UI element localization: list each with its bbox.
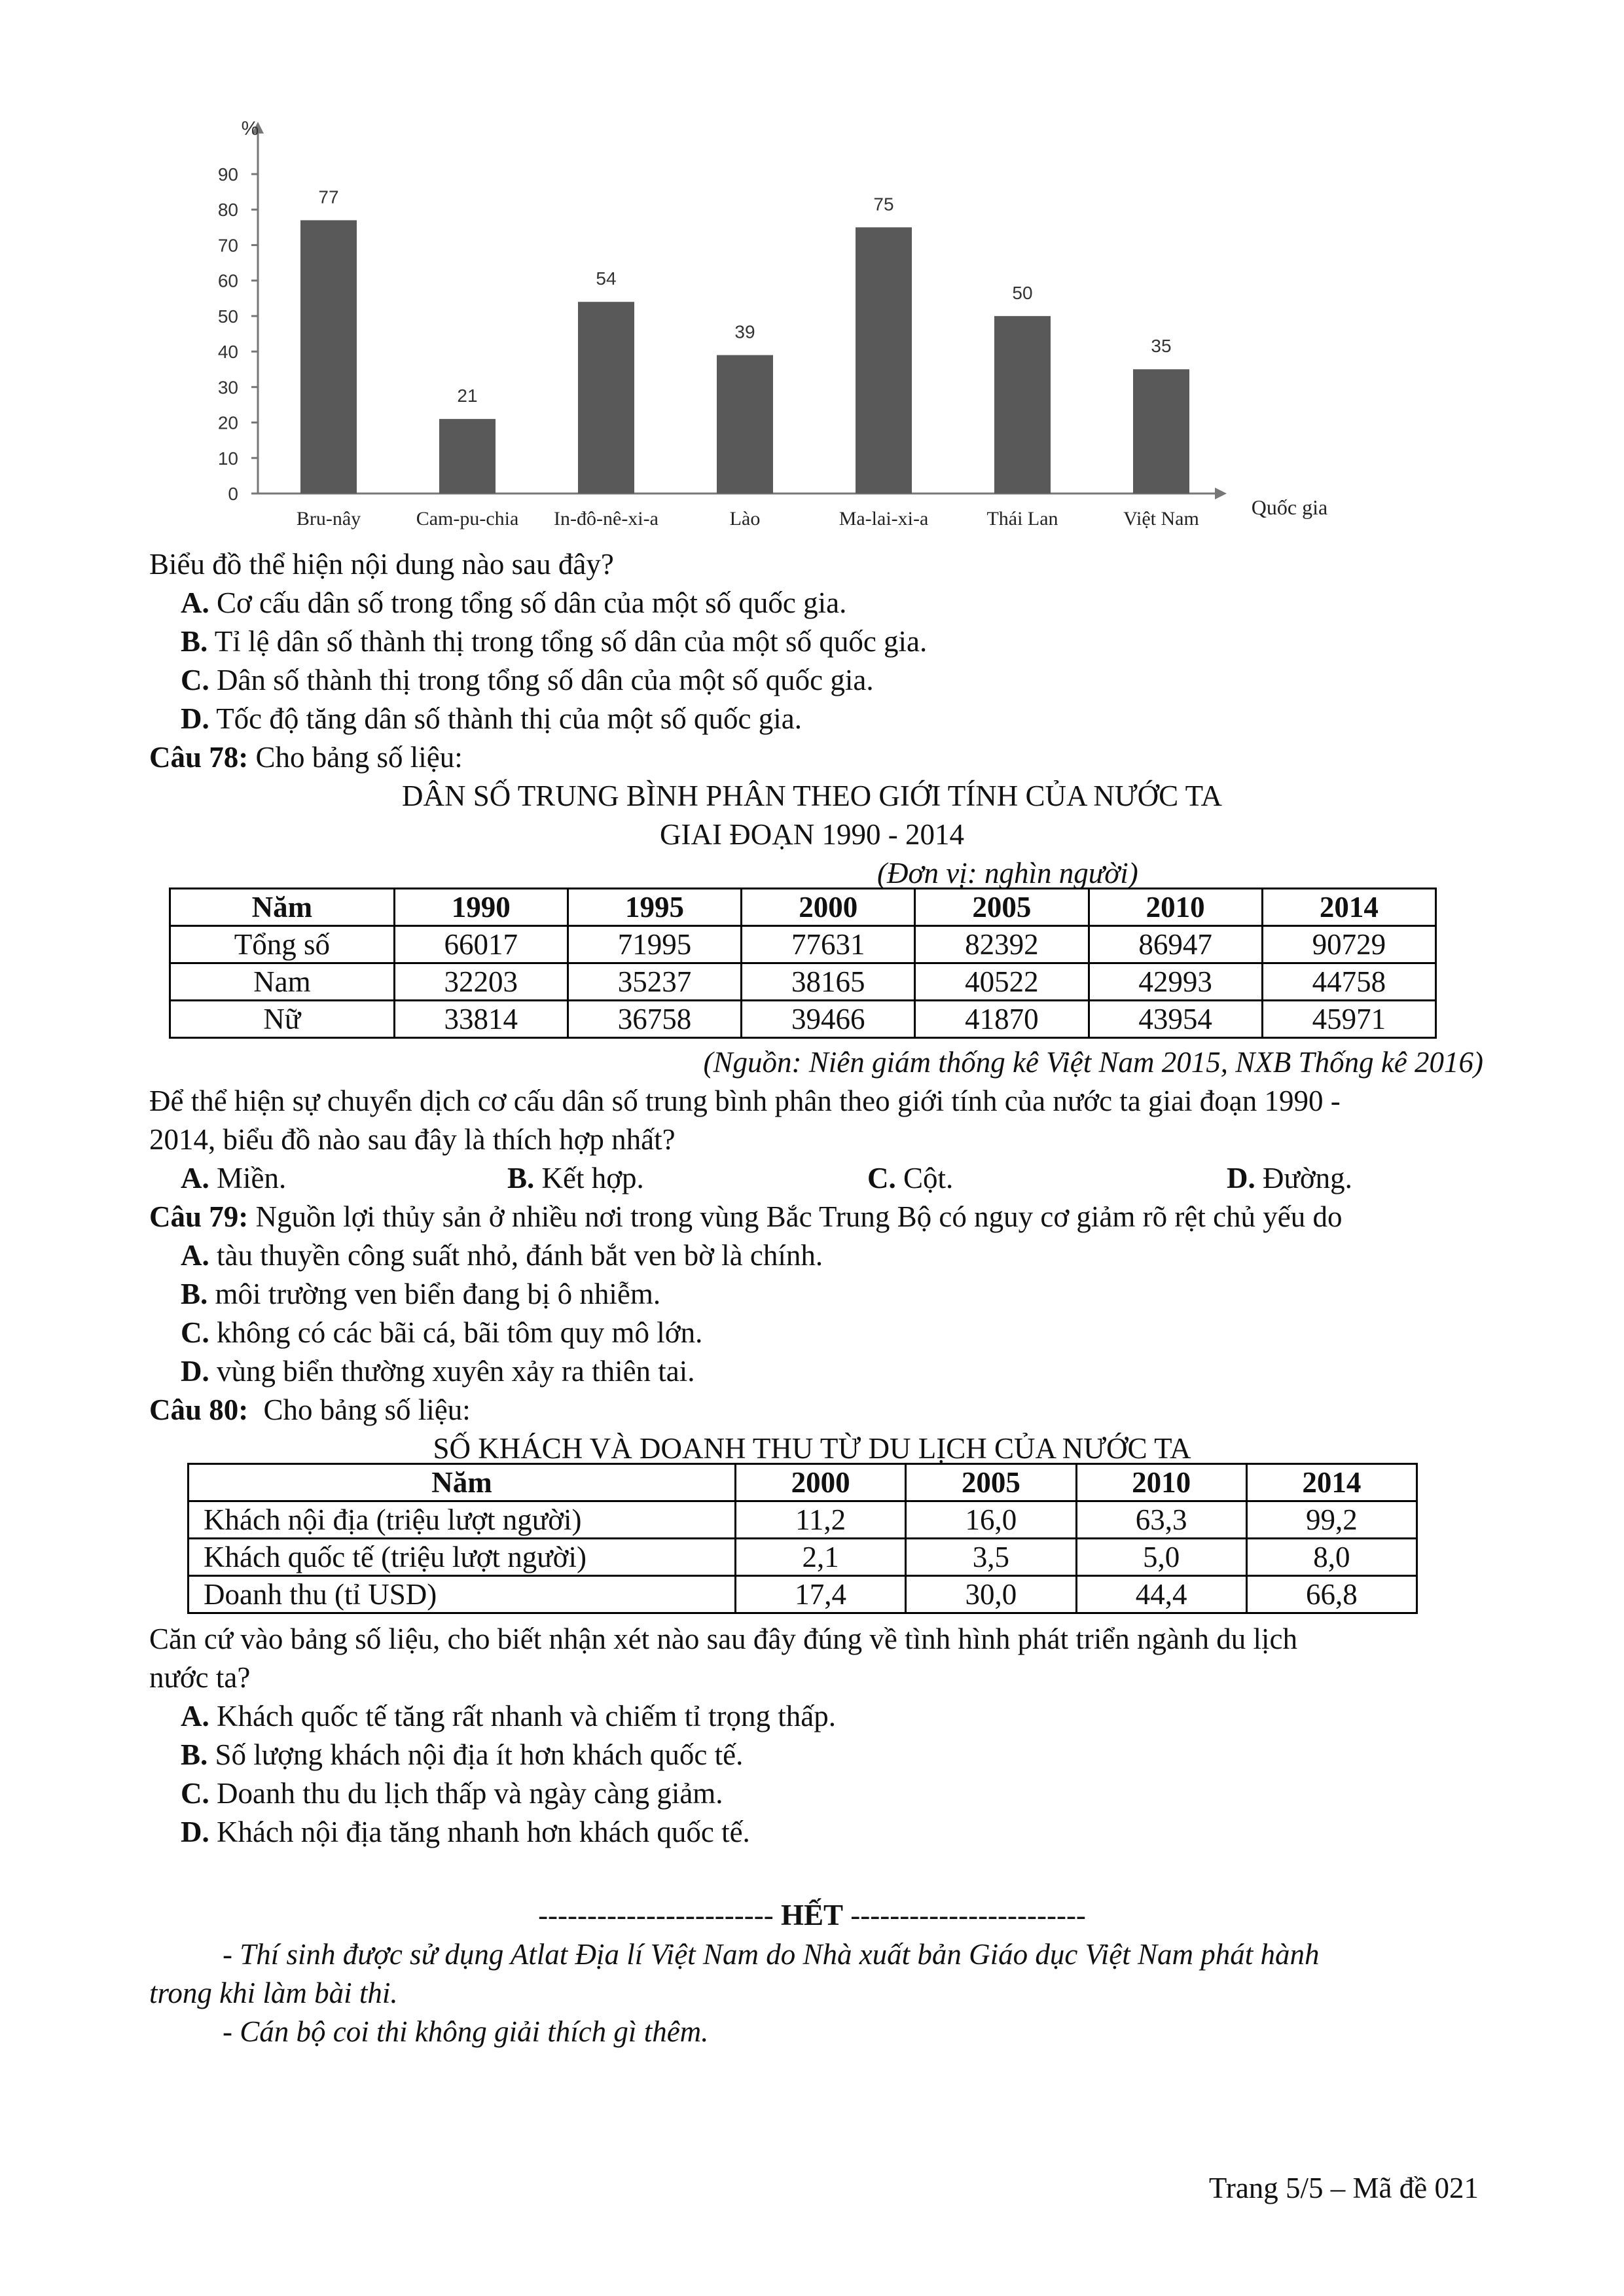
table-cell: 17,4 (736, 1576, 906, 1613)
option-text: Tốc độ tăng dân số thành thị của một số quốc gia. (216, 702, 803, 735)
y-tick-label: 20 (217, 412, 238, 433)
table-cell: Doanh thu (tỉ USD) (189, 1576, 736, 1613)
data-label: 77 (318, 187, 339, 207)
option-letter: A. (181, 1162, 209, 1194)
data-label: 35 (1151, 336, 1172, 357)
option-text: Khách quốc tế tăng rất nhanh và chiếm tỉ trọng thấp. (217, 1700, 836, 1732)
end-dashes-right: ------------------------ (850, 1899, 1086, 1931)
x-axis-label: Quốc gia (1251, 495, 1328, 519)
q78-option-b[interactable] (507, 1160, 644, 1196)
table-header-cell: 1990 (394, 889, 568, 926)
option-text: Miền. (217, 1162, 287, 1194)
table-row (170, 926, 1436, 963)
option-letter: B. (181, 1738, 208, 1771)
data-label: 75 (873, 194, 894, 215)
option-letter: A. (181, 1239, 209, 1272)
table-cell: 41870 (915, 1001, 1089, 1038)
table-cell: 38165 (742, 963, 915, 1001)
table-cell: 45971 (1262, 1001, 1435, 1038)
table-header-cell: 2010 (1089, 889, 1262, 926)
question-intro: Cho bảng số liệu: (263, 1393, 471, 1426)
table-cell: 2,1 (736, 1539, 906, 1576)
q78-stem-line-2: 2014, biểu đồ nào sau đây là thích hợp nhất? (149, 1123, 676, 1156)
table-cell: Khách nội địa (triệu lượt người) (189, 1501, 736, 1539)
table-row (189, 1501, 1417, 1539)
q79-option-b[interactable] (181, 1276, 660, 1312)
option-letter: D. (181, 1816, 209, 1848)
table-cell: 39466 (742, 1001, 915, 1038)
q80-table-title: SỐ KHÁCH VÀ DOANH THU TỪ DU LỊCH CỦA NƯỚC TA (433, 1432, 1191, 1465)
q78-table-title-2: GIAI ĐOẠN 1990 - 2014 (660, 818, 964, 851)
table-cell: 99,2 (1246, 1501, 1416, 1539)
table-cell: 42993 (1089, 963, 1262, 1001)
option-text: Doanh thu du lịch thấp và ngày càng giảm. (217, 1777, 723, 1810)
x-axis-arrow (1215, 488, 1227, 499)
table-header-cell: 2014 (1262, 889, 1435, 926)
q78-table-title-1: DÂN SỐ TRUNG BÌNH PHÂN THEO GIỚI TÍNH CỦA NƯỚC TA (401, 780, 1222, 812)
option-letter: A. (181, 586, 209, 619)
option-letter: A. (181, 1700, 209, 1732)
option-text: Kết hợp. (541, 1162, 644, 1194)
table-cell: 44758 (1262, 963, 1435, 1001)
table-cell: 11,2 (736, 1501, 906, 1539)
data-label: 21 (457, 386, 478, 406)
table-header-cell: 2014 (1246, 1464, 1416, 1501)
table-cell: 32203 (394, 963, 568, 1001)
q77-option-c[interactable] (181, 662, 874, 698)
y-tick-label: 10 (217, 448, 238, 469)
option-text: môi trường ven biển đang bị ô nhiễm. (215, 1278, 661, 1310)
table-row (189, 1539, 1417, 1576)
end-dashes-left: ------------------------ (538, 1899, 774, 1931)
table-cell: 30,0 (906, 1576, 1076, 1613)
option-letter: C. (181, 1316, 209, 1349)
table-cell: 35237 (568, 963, 741, 1001)
table-cell: 44,4 (1076, 1576, 1246, 1613)
q78-option-c[interactable] (867, 1160, 953, 1196)
option-text: tàu thuyền công suất nhỏ, đánh bắt ven bờ là chính. (217, 1239, 823, 1272)
q80-option-a[interactable] (181, 1698, 836, 1734)
question-stem: Nguồn lợi thủy sản ở nhiều nơi trong vùng Bắc Trung Bộ có nguy cơ giảm rõ rệt chủ yếu do (255, 1200, 1343, 1233)
table-cell: Khách quốc tế (triệu lượt người) (189, 1539, 736, 1576)
q79-option-a[interactable] (181, 1237, 823, 1274)
q79-header (149, 1198, 1343, 1235)
q77-option-d[interactable] (181, 700, 802, 737)
y-axis-label: % (241, 118, 259, 139)
table-header-cell: Năm (189, 1464, 736, 1501)
q78-header (149, 739, 463, 776)
bar (1133, 369, 1189, 493)
option-text: không có các bãi cá, bãi tôm quy mô lớn. (217, 1316, 703, 1349)
option-text: Số lượng khách nội địa ít hơn khách quốc tế. (215, 1738, 744, 1771)
q80-option-d[interactable] (181, 1814, 750, 1850)
option-text: Cơ cấu dân số trong tổng số dân của một số quốc gia. (217, 586, 847, 619)
question-label: Câu 78: (149, 741, 249, 774)
table-cell: 5,0 (1076, 1539, 1246, 1576)
option-letter: D. (181, 1355, 209, 1388)
option-text: Tỉ lệ dân số thành thị trong tổng số dân của một số quốc gia. (214, 625, 928, 658)
table-header-cell: Năm (170, 889, 395, 926)
table-cell: 63,3 (1076, 1501, 1246, 1539)
data-label: 50 (1012, 282, 1033, 303)
table-cell: 36758 (568, 1001, 741, 1038)
y-tick-label: 0 (228, 484, 238, 504)
y-tick-label: 90 (217, 164, 238, 185)
table-header-row (189, 1464, 1417, 1501)
table-row (170, 1001, 1436, 1038)
question-label: Câu 80: (149, 1393, 249, 1426)
option-letter: D. (181, 702, 209, 735)
option-letter: C. (181, 1777, 209, 1810)
category-label: Thái Lan (986, 508, 1058, 529)
table-cell: 86947 (1089, 926, 1262, 963)
q78-unit: (Đơn vị: nghìn người) (877, 857, 1138, 889)
q79-option-c[interactable] (181, 1314, 702, 1351)
option-text: Đường. (1263, 1162, 1352, 1194)
table-cell: 33814 (394, 1001, 568, 1038)
y-tick-label: 80 (217, 200, 238, 221)
option-letter: C. (181, 664, 209, 696)
q77-stem: Biểu đồ thể hiện nội dung nào sau đây? (149, 548, 614, 581)
note-2: - Cán bộ coi thi không giải thích gì thêm. (223, 2015, 709, 2048)
q80-tourism-table (187, 1463, 1418, 1614)
q78-option-d[interactable] (1227, 1160, 1352, 1196)
table-cell: Tổng số (170, 926, 395, 963)
end-word: HẾT (780, 1899, 844, 1931)
table-cell: 66,8 (1246, 1576, 1416, 1613)
table-cell: 16,0 (906, 1501, 1076, 1539)
q80-stem-line-2: nước ta? (149, 1661, 251, 1694)
option-letter: D. (1227, 1162, 1255, 1194)
q78-stem-line-1: Để thể hiện sự chuyển dịch cơ cấu dân số trung bình phân theo giới tính của nước ta giai đoạn 1990 - (149, 1085, 1341, 1117)
q79-option-d[interactable] (181, 1353, 695, 1390)
y-tick-label: 50 (217, 306, 238, 327)
category-label: Cam-pu-chia (416, 508, 519, 529)
table-cell: Nữ (170, 1001, 395, 1038)
page-number: Trang 5/5 – Mã đề 021 (1208, 2172, 1479, 2204)
table-cell: 3,5 (906, 1539, 1076, 1576)
option-letter: B. (507, 1162, 535, 1194)
category-label: Bru-nây (296, 508, 361, 529)
y-tick-label: 30 (217, 377, 238, 398)
bar (439, 419, 496, 493)
category-label: Lào (729, 508, 761, 529)
table-cell: 43954 (1089, 1001, 1262, 1038)
bar (717, 355, 773, 493)
table-cell: 82392 (915, 926, 1089, 963)
data-label: 54 (596, 268, 617, 289)
option-letter: C. (867, 1162, 896, 1194)
bar (856, 227, 912, 493)
q80-header (149, 1391, 471, 1428)
category-label: Ma-lai-xi-a (839, 508, 929, 529)
table-cell: Nam (170, 963, 395, 1001)
y-tick-label: 40 (217, 342, 238, 363)
y-tick-label: 70 (217, 235, 238, 256)
category-label: Việt Nam (1123, 508, 1199, 529)
table-header-cell: 2005 (906, 1464, 1076, 1501)
table-cell: 8,0 (1246, 1539, 1416, 1576)
bar (300, 220, 357, 493)
note-1-line-1: - Thí sinh được sử dụng Atlat Địa lí Việt Nam do Nhà xuất bản Giáo dục Việt Nam phát hành (223, 1938, 1320, 1971)
q78-option-a[interactable] (181, 1160, 286, 1196)
table-header-cell: 2000 (742, 889, 915, 926)
table-cell: 71995 (568, 926, 741, 963)
option-text: Cột. (903, 1162, 954, 1194)
end-marker (0, 1897, 1624, 1933)
note-1-line-2: trong khi làm bài thi. (149, 1977, 398, 2009)
table-cell: 66017 (394, 926, 568, 963)
table-header-cell: 2005 (915, 889, 1089, 926)
option-letter: B. (181, 1278, 208, 1310)
bar (578, 302, 634, 493)
table-row (170, 963, 1436, 1001)
option-text: Khách nội địa tăng nhanh hơn khách quốc tế. (217, 1816, 750, 1848)
y-tick-label: 60 (217, 270, 238, 291)
category-label: In-đô-nê-xi-a (554, 508, 659, 529)
table-header-cell: 1995 (568, 889, 741, 926)
q80-stem-line-1: Căn cứ vào bảng số liệu, cho biết nhận xét nào sau đây đúng về tình hình phát triển ngành du lịch (149, 1623, 1297, 1655)
table-header-cell: 2010 (1076, 1464, 1246, 1501)
option-text: Dân số thành thị trong tổng số dân của một số quốc gia. (217, 664, 874, 696)
q80-option-c[interactable] (181, 1775, 723, 1812)
data-label: 39 (734, 321, 755, 342)
bar (994, 316, 1051, 493)
q80-option-b[interactable] (181, 1736, 743, 1773)
table-header-row (170, 889, 1436, 926)
table-cell: 40522 (915, 963, 1089, 1001)
table-cell: 77631 (742, 926, 915, 963)
option-letter: B. (181, 625, 208, 658)
table-row (189, 1576, 1417, 1613)
table-header-cell: 2000 (736, 1464, 906, 1501)
q78-population-table (169, 888, 1437, 1039)
question-label: Câu 79: (149, 1200, 249, 1233)
urban-population-bar-chart (190, 111, 1355, 543)
option-text: vùng biển thường xuyên xảy ra thiên tai. (217, 1355, 695, 1388)
table-cell: 90729 (1262, 926, 1435, 963)
q77-option-a[interactable] (181, 584, 846, 621)
question-intro: Cho bảng số liệu: (255, 741, 463, 774)
q77-option-b[interactable] (181, 623, 927, 660)
q78-source: (Nguồn: Niên giám thống kê Việt Nam 2015, NXB Thống kê 2016) (703, 1046, 1483, 1079)
